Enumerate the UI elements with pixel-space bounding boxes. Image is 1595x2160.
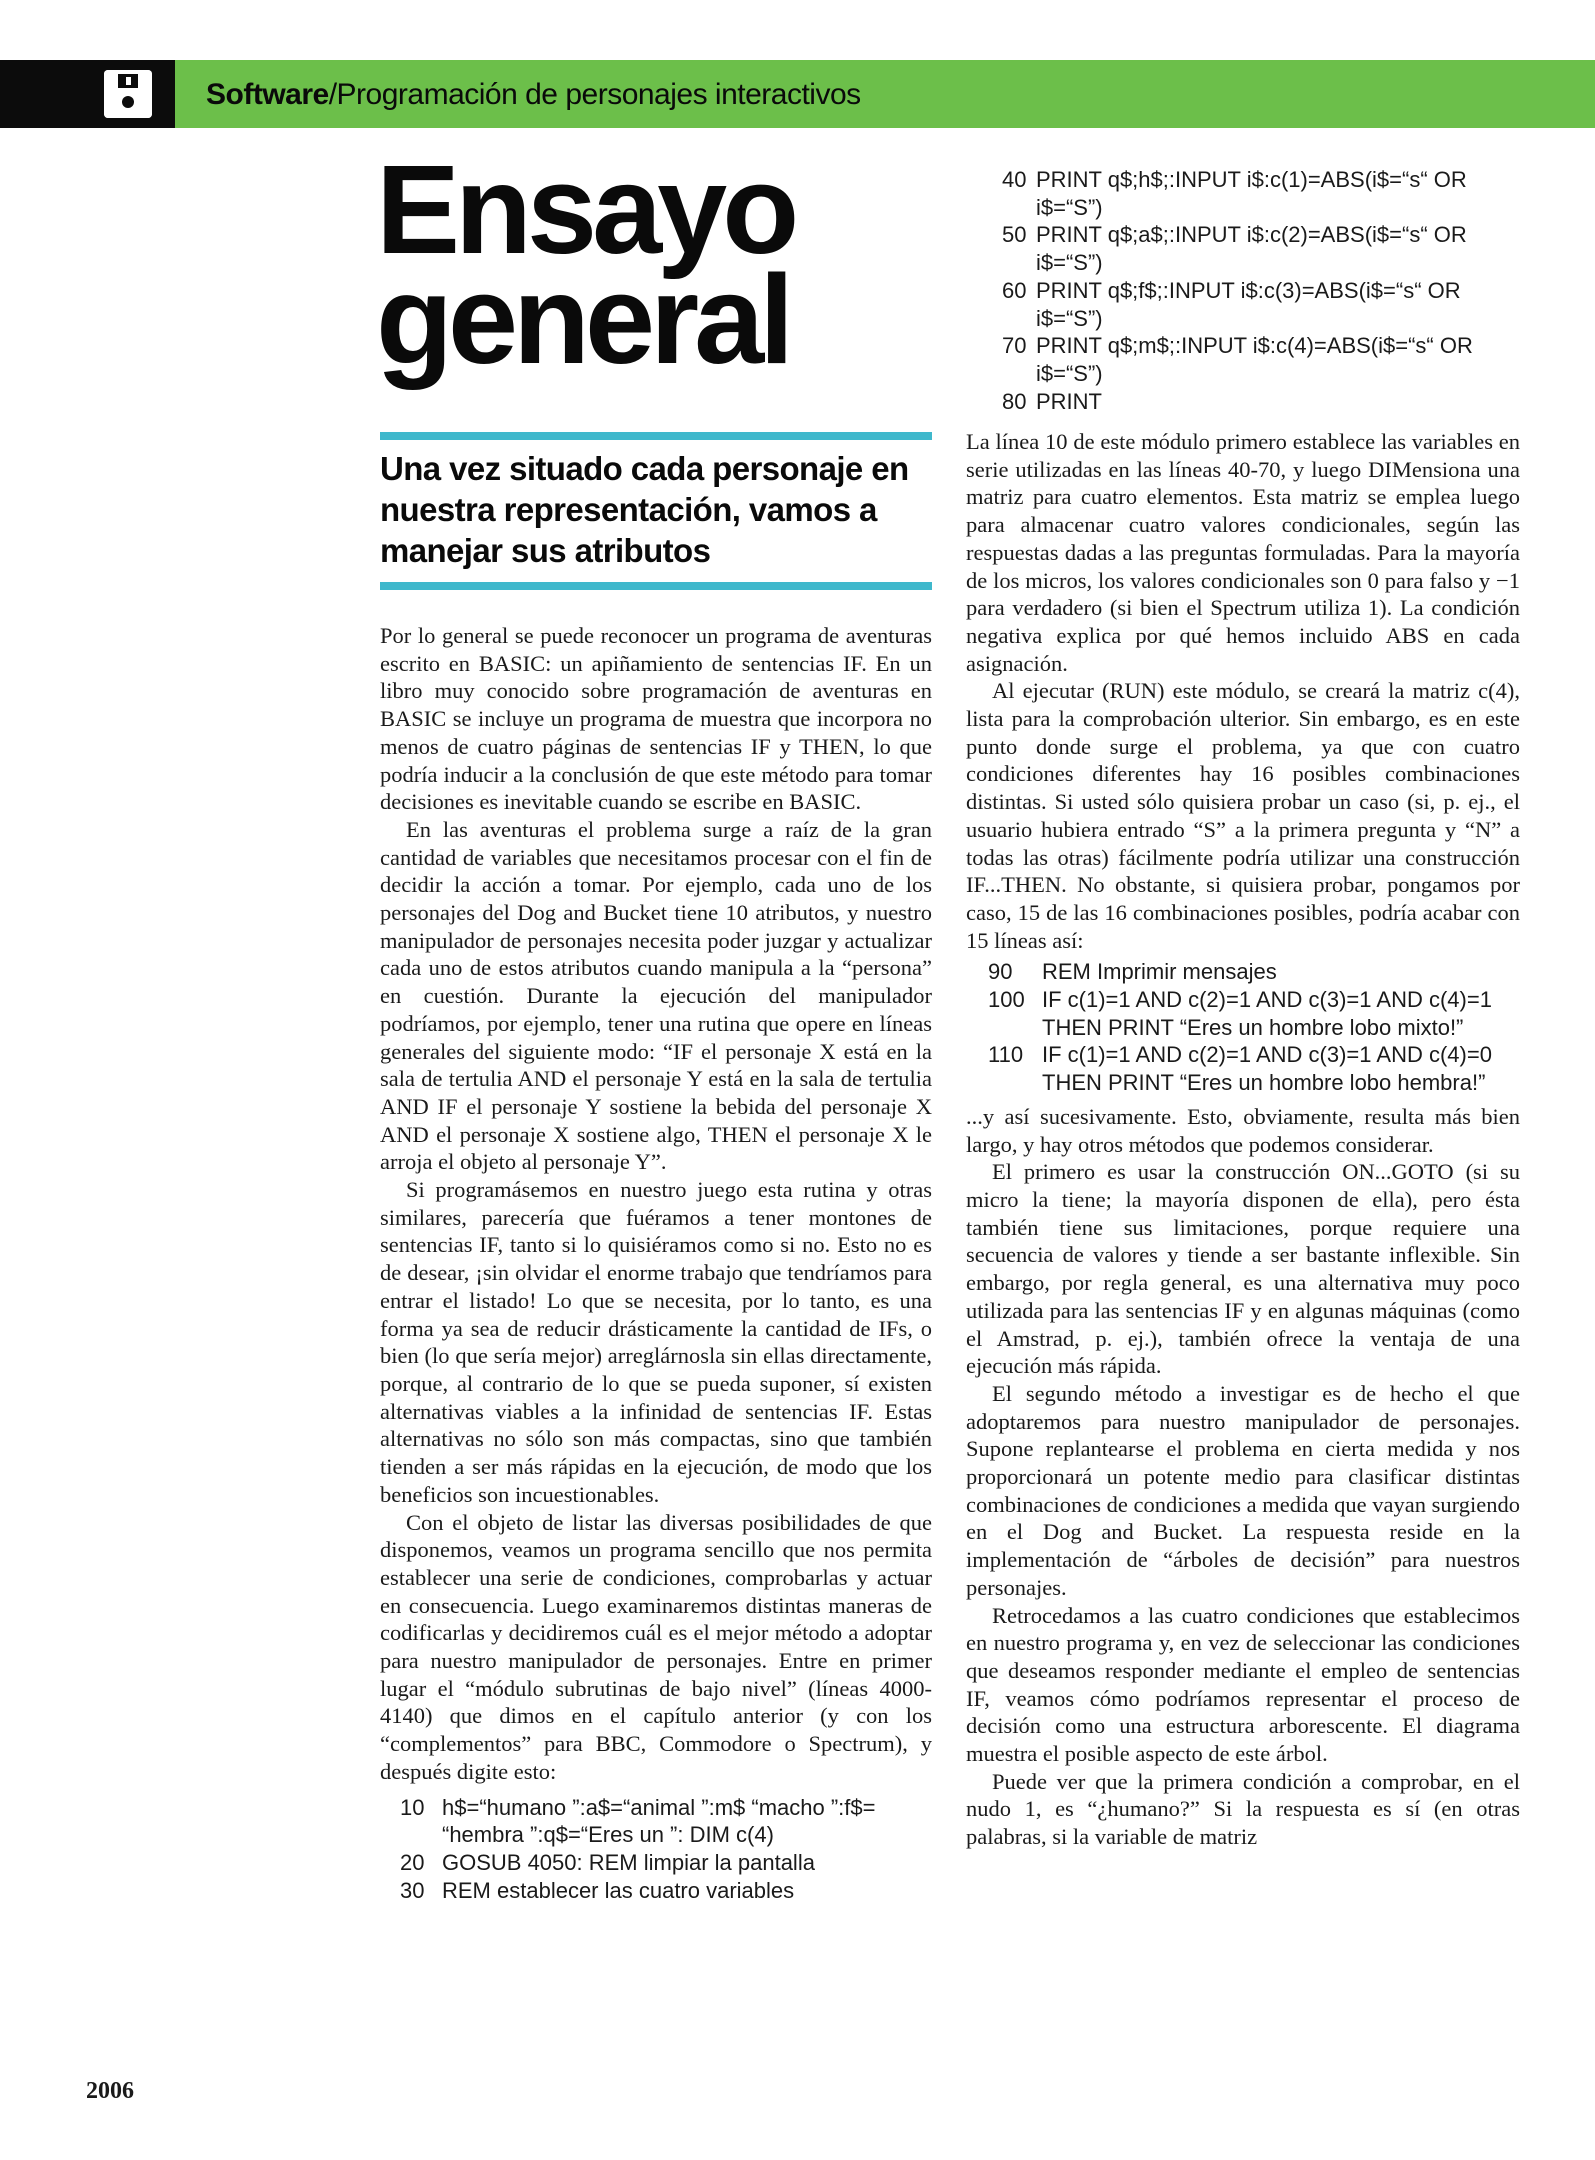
code-line: [966, 332, 1522, 387]
code-line: [966, 221, 1522, 276]
code-line: [966, 1041, 1520, 1096]
code-line: [380, 1849, 932, 1877]
code-text: IF c(1)=1 AND c(2)=1 AND c(3)=1 AND c(4)=0 THEN PRINT “Eres un hombre lobo hembra!”: [1042, 1042, 1492, 1096]
line-number: 70: [1002, 333, 1027, 359]
line-number: 20: [400, 1849, 425, 1875]
code-line: [966, 277, 1522, 332]
floppy-disk-icon: [104, 70, 152, 118]
code-text: PRINT q$;f$;:INPUT i$:c(3)=ABS(i$=“s“ OR i$=“S”): [1036, 277, 1461, 331]
paragraph: ...y así sucesivamente. Esto, obviamente, resulta más bien largo, y hay otros métodos que podemos considerar.: [966, 1103, 1520, 1157]
right-column: [966, 428, 1520, 1851]
code-text: PRINT q$;a$;:INPUT i$:c(2)=ABS(i$=“s“ OR i$=“S”): [1036, 222, 1467, 276]
line-number: 100: [988, 987, 1025, 1013]
article-title: [376, 139, 796, 390]
code-text: h$=“humano ”:a$=“animal ”:m$ “macho ”:f$= “hembra ”:q$=“Eres un ”: DIM c(4): [442, 1794, 876, 1848]
code-line: [966, 986, 1520, 1041]
code-text: PRINT q$;h$;:INPUT i$:c(1)=ABS(i$=“s“ OR i$=“S”): [1036, 167, 1467, 220]
paragraph: En las aventuras el problema surge a raíz de la gran cantidad de variables que necesitamos procesar con el fin de decidir la acción a tomar. Por ejemplo, cada uno de los personajes del Dog and Bucket tiene 10 atributos, y nuestro manipulador de personajes necesita poder juzgar y actualizar cada uno de estos atributos cuando manipula a la “persona” en cuestión. Durante la ejecución del manipulador podríamos, por ejemplo, tener una rutina que opere en líneas generales del siguiente modo: “IF el personaje X está en la sala de tertulia AND el personaje Y está en la sala de tertulia AND IF el personaje Y sostiene la bebida del personaje X AND el personaje X sostiene algo, THEN el personaje X le arroja el objeto al personaje Y”.: [380, 816, 932, 1175]
code-line: [966, 958, 1520, 986]
section-header-title: [206, 68, 861, 122]
paragraph: La línea 10 de este módulo primero establece las variables en serie utilizadas en las líneas 40-70, y luego DIMensiona una matriz para cuatro elementos. Esta matriz se emplea luego para almacenar cuatro valores condicionales, según las respuestas dadas a las preguntas formuladas. Para la mayoría de los micros, los valores condicionales son 0 para falso y −1 para verdadero (si bien el Spectrum utiliza 1). La condición negativa explica por qué hemos incluido ABS en cada asignación.: [966, 429, 1520, 676]
paragraph: Por lo general se puede reconocer un programa de aventuras escrito en BASIC: un apiñamiento de sentencias IF. En un libro muy conocido sobre programación de aventuras en BASIC se incluye un programa de muestra que incorpora no menos de cuatro páginas de sentencias IF y THEN, lo que podría inducir a la conclusión de que este método para tomar decisiones es inevitable cuando se escribe en BASIC.: [380, 623, 932, 815]
paragraph: El primero es usar la construcción ON...GOTO (si su micro la tiene; la mayoría disponen de ella), pero ésta también tiene sus limitaciones, porque requiere una secuencia de valores y tiende a ser bastante inflexible. Sin embargo, por regla general, es una alternativa muy poco utilizada para las sentencias IF y en algunas máquinas (como el Amstrad, p. ej.), también ofrece la ventaja de una ejecución más rápida.: [966, 1159, 1520, 1379]
paragraph: Al ejecutar (RUN) este módulo, se creará la matriz c(4), lista para la comprobación ulterior. Sin embargo, es en este punto donde surge el problema, ya que con cuatro condiciones diferentes hay 16 posibles combinaciones distintas. Si usted sólo quisiera probar un caso (si, p. ej., el usuario hubiera entrado “S” a la primera pregunta y “N” a todas las otras) fácilmente podría utilizar una construcción IF...THEN. No obstante, si quisiera probar, pongamos por caso, 15 de las 16 combinaciones posibles, podría acabar con 15 líneas así:: [966, 678, 1520, 953]
line-number: 90: [988, 959, 1013, 985]
line-number: 10: [400, 1794, 425, 1820]
code-text: IF c(1)=1 AND c(2)=1 AND c(3)=1 AND c(4)=1 THEN PRINT “Eres un hombre lobo mixto!”: [1042, 987, 1492, 1040]
title-line-1: Ensayo: [376, 139, 795, 280]
line-number: 30: [400, 1877, 425, 1903]
line-number: 80: [1002, 388, 1027, 414]
line-number: 110: [988, 1042, 1024, 1068]
paragraph: El segundo método a investigar es de hecho el que adoptaremos para nuestro manipulador de personajes. Supone replantearse el problema en cierta medida y nos proporcionará un potente medio para clasificar distintas combinaciones de condiciones a medida que vayan surgiendo en el Dog and Bucket. La respuesta reside en la implementación de “árboles de decisión” para nuestros personajes.: [966, 1380, 1520, 1600]
code-line: [966, 388, 1522, 416]
subsection-name: /Programación de personajes interactivos: [328, 78, 861, 111]
code-text: PRINT q$;m$;:INPUT i$:c(4)=ABS(i$=“s“ OR i$=“S”): [1036, 333, 1473, 386]
subtitle-rule-top: [380, 432, 932, 440]
code-line: [966, 166, 1522, 221]
code-text: REM Imprimir mensajes: [1042, 959, 1277, 985]
page-number: 2006: [86, 2078, 134, 2104]
line-number: 60: [1002, 277, 1027, 303]
title-line-2: general: [376, 249, 790, 390]
line-number: 40: [1002, 167, 1027, 192]
code-line: [380, 1877, 932, 1905]
code-listing-right-mid: [966, 958, 1520, 1097]
code-text: GOSUB 4050: REM limpiar la pantalla: [442, 1849, 815, 1875]
paragraph: Si programásemos en nuestro juego esta rutina y otras similares, parecería que fuéramos a tener montones de sentencias IF, tanto si lo quisiéramos como si no. Esto no es de desear, ¡sin olvidar el enorme trabajo que tendríamos para entrar el listado! Lo que se necesita, por lo tanto, es una forma ya sea de reducir drásticamente la cantidad de IFs, o bien (lo que sería mejor) arreglárnosla sin ellas directamente, porque, al contrario de lo que se pueda suponer, sí existen alternativas viables a la infinidad de sentencias IF. Estas alternativas no sólo son más compactas, sino que también tienden a ser más rápidas en la ejecución, de modo que los beneficios son incuestionables.: [380, 1177, 932, 1507]
paragraph: Retrocedamos a las cuatro condiciones que establecimos en nuestro programa y, en vez de seleccionar las condiciones que deseamos responder mediante el empleo de sentencias IF, veamos cómo podríamos representar el proceso de decisión como una estructura arborescente. El diagrama muestra el posible aspecto de este árbol.: [966, 1602, 1520, 1767]
paragraph: Puede ver que la primera condición a comprobar, en el nudo 1, es “¿humano?” Si la respuesta es sí (en otras palabras, si la variable de matriz: [966, 1768, 1520, 1850]
code-listing-left: [380, 1794, 932, 1905]
paragraph: Con el objeto de listar las diversas posibilidades de que disponemos, veamos un programa sencillo que nos permita establecer una serie de condiciones, comprobarlas y actuar en consecuencia. Luego examinaremos distintas maneras de codificarlas y decidiremos cuál es el mejor método a adoptar para nuestro manipulador de personajes. Entre en primer lugar el “módulo subrutinas de bajo nivel” (líneas 4000-4140) que dimos en el capítulo anterior (y con los “complementos” para BBC, Commodore o Spectrum), y después digite esto:: [380, 1509, 932, 1784]
code-line: [380, 1794, 932, 1849]
code-listing-right-top: [966, 166, 1522, 415]
article-subtitle: Una vez situado cada personaje en nuestra representación, vamos a manejar sus atributos: [380, 450, 909, 569]
left-column: [380, 622, 932, 1904]
line-number: 50: [1002, 222, 1027, 248]
code-text: PRINT: [1036, 388, 1102, 414]
section-name: Software: [206, 78, 329, 111]
subtitle-rule-bottom: [380, 582, 932, 590]
code-text: REM establecer las cuatro variables: [442, 1877, 795, 1903]
